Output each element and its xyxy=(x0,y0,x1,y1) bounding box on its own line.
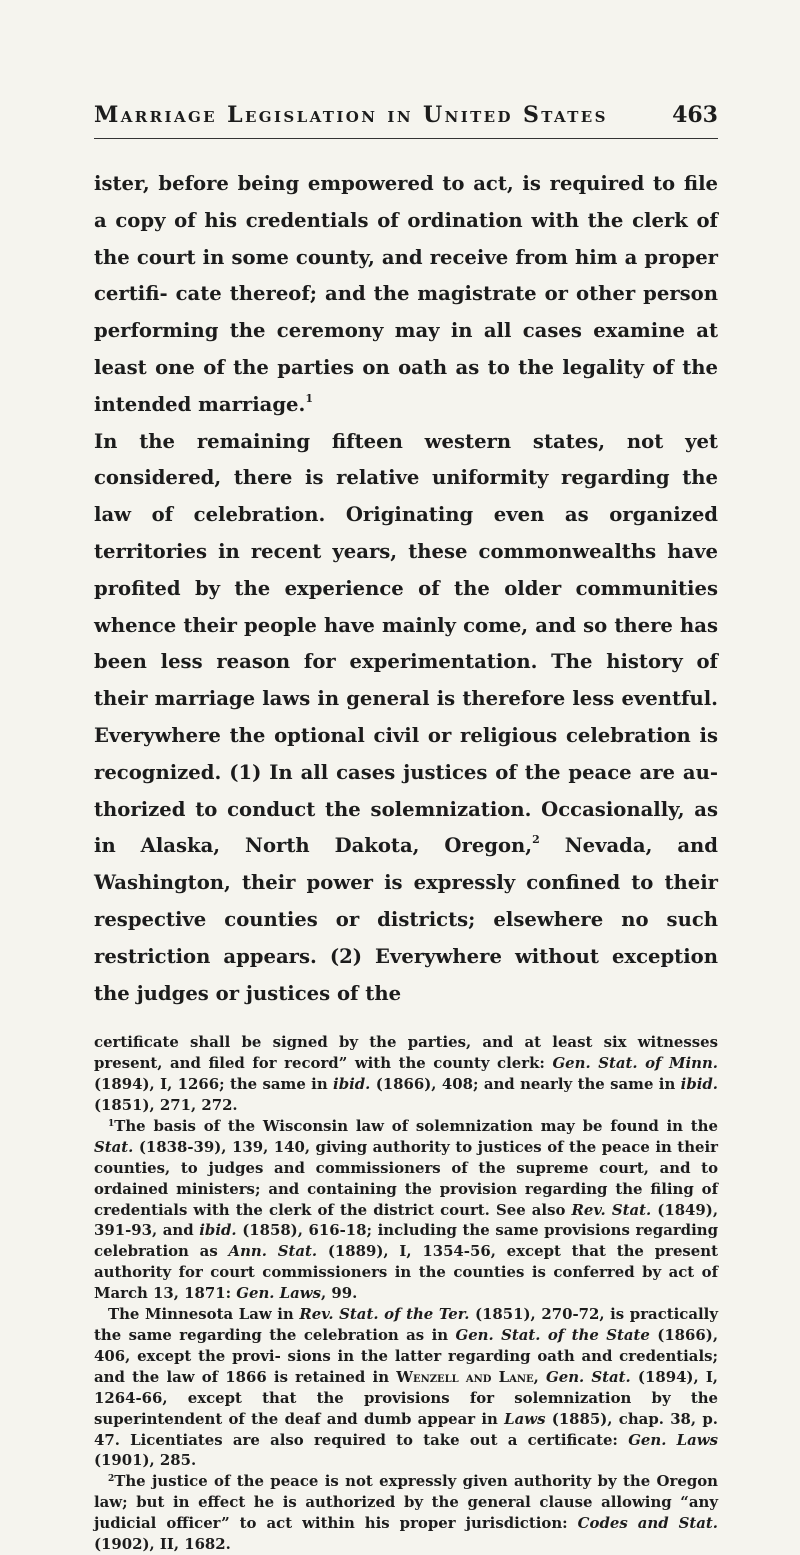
fn-text: , 99. xyxy=(321,1284,358,1303)
paragraph-1 xyxy=(94,166,718,424)
fn-citation: Gen. Laws xyxy=(236,1284,321,1303)
fn-citation: ibid. xyxy=(199,1221,237,1240)
book-page xyxy=(94,100,718,1555)
running-title: Marriage Legislation in United States xyxy=(94,102,608,128)
fn-text: certificate shall be signed by the parties, and at least six witnesses present, and filed for record” with the county clerk: xyxy=(94,1033,718,1073)
fn-citation: Ann. Stat. xyxy=(228,1242,318,1261)
fn-text: (1866), 406, except the provi- sions in the latter regarding oath and credentials; and the law of 1866 is retained in xyxy=(94,1326,718,1386)
fn-author: Wenzell and Lane xyxy=(396,1367,534,1386)
fn-text: (1902), II, 1682. xyxy=(94,1535,231,1554)
fn-citation: Rev. Stat. of the Ter. xyxy=(299,1305,470,1324)
footnote-2 xyxy=(94,1471,718,1555)
fn-text: (1838-39), 139, 140, giving authority to justices of the peace in their counties, to judges and commissioners of the supreme court, and to ordained ministers; and containing the provision regarding the filing of credentials with the clerk of the district court. See also xyxy=(94,1137,718,1219)
fn-citation: ibid. xyxy=(680,1075,718,1094)
fn-text: (1885), chap. 38, p. 47. Licentiates are also required to take out a certificate: xyxy=(94,1409,718,1449)
paragraph-1-text: ister, before being empowered to act, is required to file a copy of his credentials of ordination with the clerk of the court in some county, and receive from him a proper certifi- cate thereof; and the magistrate or other person performing the ceremony may in all cases examine at least one of the parties on oath as to the legality of the intended marriage. xyxy=(94,172,718,416)
footnote-ref-2: 2 xyxy=(532,833,540,847)
footnote-mark: 1 xyxy=(108,1118,115,1129)
paragraph-2-text-b: Nevada, and Washington, their power is expressly confined to their respective counties or districts; elsewhere no such restriction appears. (2) Everywhere without exception the judges or justices of the xyxy=(94,834,718,1005)
footnote-1 xyxy=(94,1116,718,1304)
fn-text: (1866), 408; and nearly the same in xyxy=(370,1075,681,1094)
footnote-1-continued xyxy=(94,1304,718,1471)
fn-citation: Codes and Stat. xyxy=(577,1514,718,1533)
fn-citation: Laws xyxy=(504,1409,546,1428)
fn-text: (1858), 616-18; including the same provisions regarding celebration as xyxy=(94,1221,718,1261)
body-text xyxy=(94,166,718,1012)
fn-citation: Stat. xyxy=(94,1137,134,1156)
fn-citation: Gen. Stat. xyxy=(546,1367,631,1386)
fn-text: (1851), 270-72, is practically the same regarding the celebration as in xyxy=(94,1305,718,1345)
fn-text: (1894), I, 1264-66, except that the provisions for solemnization by the superintendent of the deaf and dumb appear in xyxy=(94,1367,718,1428)
paragraph-2-text-a: In the remaining fifteen western states, not yet considered, there is relative uniformity regarding the law of celebration. Originating even as organized territories in recent years, these commonwealths have profited by the experience of the older communities whence their people have mainly come, and so there has been less reason for experimentation. The history of their marriage laws in general is therefore less eventful. Everywhere the optional civil or religious celebration is recognized. (1) In all cases justices of the peace are au- thorized to conduct the solemnization. Occasionally, as in Alaska, North Dakota, Oregon, xyxy=(94,429,718,858)
fn-text: The Minnesota Law in xyxy=(108,1305,300,1324)
fn-citation: Rev. Stat. xyxy=(571,1200,652,1219)
fn-text: (1889), I, 1354-56, except that the present authority for court commissioners in the counties is conferred by act of March 13, 1871: xyxy=(94,1242,718,1303)
footnotes xyxy=(94,1032,718,1555)
fn-text: The justice of the peace is not expressly given authority by the Oregon law; but in effect he is authorized by the general clause allowing “any judicial officer” to act within his proper jurisdiction: xyxy=(94,1472,718,1533)
footnote-continuation xyxy=(94,1032,718,1116)
fn-citation: Gen. Stat. of Minn. xyxy=(552,1054,718,1073)
fn-text: (1894), I, 1266; the same in xyxy=(94,1075,334,1094)
page-number: 463 xyxy=(672,102,718,128)
fn-text: (1849), 391-93, and xyxy=(94,1200,719,1240)
fn-text: The basis of the Wisconsin law of solemnization may be found in the xyxy=(114,1116,718,1135)
paragraph-2 xyxy=(94,424,718,1013)
fn-citation: ibid. xyxy=(333,1075,371,1094)
running-header xyxy=(94,100,718,139)
fn-citation: Gen. Laws xyxy=(628,1430,718,1449)
fn-text: (1851), 271, 272. xyxy=(94,1096,238,1115)
footnote-ref-1: 1 xyxy=(305,391,313,405)
footnote-mark: 2 xyxy=(108,1474,115,1485)
fn-citation: Gen. Stat. of the State xyxy=(455,1326,650,1345)
fn-text: (1901), 285. xyxy=(94,1451,197,1470)
fn-text: , xyxy=(533,1367,547,1386)
